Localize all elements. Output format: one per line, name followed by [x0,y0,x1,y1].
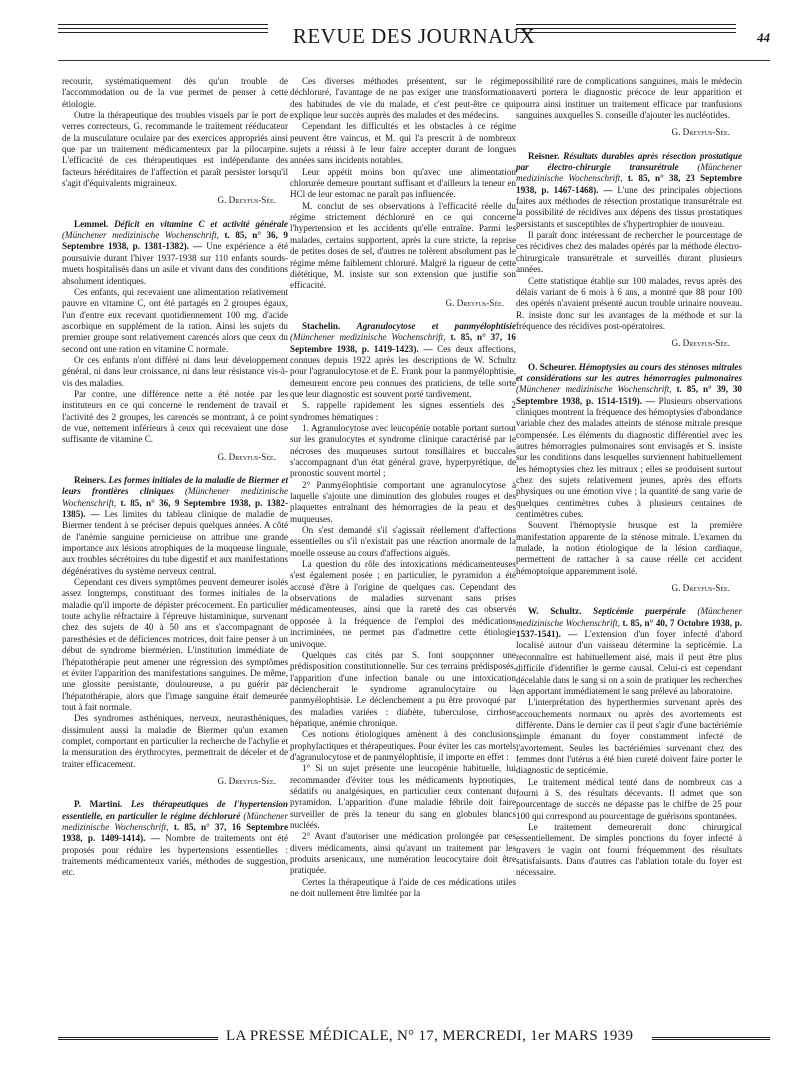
signature: G. Dreyfus-Sée. [217,195,276,206]
column-1 [62,76,288,879]
paragraph: S. rappelle rapidement les signes essentiels des 2 syndromes hématiques : [290,400,516,422]
paragraph: Ces deux affections, connues depuis 1922 après les descriptions de W. Schultz pour l'agranulocytose et de E. Frank pour la panmyélophtisie, demeurent encore peu connues des praticiens, de telle sorte que leur diagnostic est souvent porté tardivement. [290,343,516,399]
article-author: W. Schultz. [528,606,582,617]
paragraph: Nombre de traitements ont été proposés pour réduire les hypertensions essentielles : traitements médicamenteux variés, méthodes de suggestion, etc. [62,833,289,878]
article-heading-reiners [62,475,288,577]
signature: G. Dreyfus-Sée. [671,338,730,349]
article-heading-lemmel [62,219,288,287]
paragraph: Des syndromes asthéniques, nerveux, neurasthéniques, dissimulent aussi la maladie de Biermer qu'un examen complet, comportant en particulier la recherche de l'achylie et la mensuration des érythrocytes, permettrait de déceler et de traiter efficacement. [62,713,288,769]
signature: G. Dreyfus-Sée. [671,583,730,594]
paragraph: Le traitement demeurerait donc chirurgical essentiellement. De simples ponctions du foyer infecté à travers le vagin ont fourni fréquemment des résultats satisfaisants. Dans d'autres cas l'ablation totale du foyer est nécessaire. [516,821,742,878]
paragraph: Une expérience a été poursuivie durant l'hiver 1937-1938 sur 110 enfants sourds-muets hospitalisés dans un asile et vivant dans des conditions absolument identiques. [62,241,289,286]
article-journal: (Münchener medizinische Wochenschrift, [290,332,446,343]
paragraph: Cette statistique établie sur 100 malades, revus après des délais variant de 6 mois à 6 ans, a montré que 88 pour 100 des opérés n'avaient présenté aucun trouble urinaire nouveau. R. insiste donc sur les avantages de la méthode et sur la fréquence des récidives post-opératoires. [516,275,742,331]
article-heading-scheurer [516,362,742,521]
article-reference: t. 85, n° 36, 9 Septembre 1938, p. 1381-1382). — [62,230,288,252]
paragraph: 2° Panmyélophtisie comportant une agranulocytose à laquelle s'ajoute une diminution des globules rouges et des plaquettes entraînant des hémorragies de la peau et des muqueuses. [290,479,516,524]
article-reference: t. 85, n° 37, 16 Septembre 1938, p. 1419-1423). — [290,332,516,354]
article-journal: (Münchener medizinische Wochenschrift, [516,384,672,395]
paragraph: Outre la thérapeutique des troubles visuels par le port de verres correcteurs, G. recommande le traitement rééducateur de la musculature oculaire par des exercices appropriés ainsi que par un traitement médicamenteux par la pilocarpine. L'efficacité de ces thérapeutiques est indépendante des facteurs héréditaires de l'affection et paraît persister lorsqu'il s'agit d'équivalents migraineux. [62,110,288,189]
article-author: Lemmel. [74,218,109,229]
paragraph: Il paraît donc intéressant de rechercher le pourcentage de ces récidives chez des malades opérés par la méthode électro-chirurgicale transurétrale et surveillés durant plusieurs années. [516,230,742,275]
article-reference: t. 85, n° 36, 9 Septembre 1938, p. 1382-1385). — [62,497,288,520]
paragraph: 1° Si un sujet présente une leucopénie habituelle, lui recommander d'éviter tous les médicaments hypnotiques, sédatifs ou analgésiques, en particulier ceux contenant du pyramidon. L'apparition d'une maladie fébrile doit faire surveiller de près la teneur du sang en globules blancs nucléés. [290,763,516,830]
paragraph: Le traitement médical tenté dans de nombreux cas a fourni à S. des résultats décevants. Il admet que son pourcentage de succès ne dépasse pas le chiffre de 25 pour 100 qui correspond au pourcentage de guérisons spontanées. [516,776,742,821]
article-author: Reiners. [74,475,107,485]
page-footer [58,1028,770,1056]
article-title: Déficit en vitamine C et activité générale [114,218,288,229]
article-title: Les thérapeutiques de l'hypertension essentielle, en particulier le régime déchloruré [62,799,288,821]
paragraph: L'extension d'un foyer infecté d'abord localisé autour d'un vaisseau détermine la septicémie. La reconnaître est habituellement aisé, mais il peut être plus difficile d'identifier le germe causal. Celui-ci est cependant décelable dans le sang si on a soin de pratiquer les recherches en apportant immédiatement le sang prélevé au laboratoire. [516,629,743,696]
article-author: O. Scheurer. [528,361,577,372]
article-heading-martini [62,799,288,878]
article-author: Stachelin. [302,320,341,331]
paragraph: Les limites du tableau clinique de maladie de Biermer tendent à se préciser depuis quelques années. A côté de l'anémie sanguine pernicieuse on attribue une grande importance aux lésions atrophiques de la muqueuse linguale, aux troubles sécrétoires du tube digestif et aux manifestations dégénératives du système nerveux central. [62,509,288,576]
article-author: P. Martini. [74,799,123,810]
footer-rule-right [652,1037,770,1043]
paragraph: Souvent l'hémoptysie brusque est la première manifestation apparente de la sténose mitrale. L'examen du malade, la notion étiologique de la lésion cardiaque, permettent de rattacher à sa cause réelle cet accident hémoptoïque apparemment isolé. [516,520,742,576]
paragraph: 1. Agranulocytose avec leucopénie notable portant surtout sur les granulocytes et syndrome clinique caractérisé par le nécroses des muqueuses surtout tonsillaires et buccales s'accompagnant d'un état général grave, hyperpyrétique, de pronostic souvent mortel ; [290,422,516,479]
article-title: Agranulocytose et panmyélophtisie [356,320,516,331]
paragraph: 2° Avant d'autoriser une médication prolongée par ces divers médicaments, ainsi qu'avant un traitement par les produits arsenicaux, une numération leucocytaire doit être pratiquée. [290,831,516,876]
article-journal: (Münchener medizinische Wochenschrift, [62,230,219,241]
article-reference: t. 85, n° 39, 30 Septembre 1938, p. 1514-1519). — [516,384,742,406]
paragraph: Par contre, une différence nette a été notée par les instituteurs en ce qui concerne le rendement de travail et l'activité des 2 groupes, les carencés se montrant, à ce point de vue, nettement inférieurs à ceux qui recevaient une dose suffisante de vitamine C. [62,388,288,445]
page-header [58,22,770,58]
paragraph: La question du rôle des intoxications médicamenteuses s'est également posée ; en particulier, le pyramidon a été accusé d'être à l'origine de quelques cas. Cependant des observations de maladies survenant sans prises médicamenteuses, ainsi que la rareté des cas observés opposée à la fréquence de l'emploi des médications incriminées, ne permet pas d'admettre cette étiologie univoque. [290,559,516,649]
article-title: Résultats durables après résection prostatique par électro-chirurgie transurétrale [516,150,742,173]
paragraph: Leur appétit moins bon qu'avec une alimentation chlorurée demeure pourtant suffisant et d'ailleurs la teneur en HCl de leur estomac ne paraît pas influencée. [290,166,516,200]
header-divider [58,60,770,61]
paragraph: Or ces enfants n'ont différé ni dans leur développement général, ni dans leur croissance, ni dans leur résistance vis-à-vis des maladies. [62,354,288,388]
paragraph: On s'est demandé s'il s'agissait réellement d'affections essentielles ou s'il n'existait pas une réaction anormale de la moelle osseuse au cours d'affections aiguës. [290,525,516,558]
footer-publication-line: LA PRESSE MÉDICALE, N° 17, MERCREDI, 1er MARS 1939 [226,1028,634,1044]
article-title: Hémoptysies au cours des sténoses mitrales et considérations sur les autres hémorragies pulmonaires [516,361,742,383]
signature: G. Dreyfus-Sée. [671,127,730,138]
article-heading-schultz [516,606,742,697]
signature: G. Dreyfus-Sée. [217,775,276,786]
signature: G. Dreyfus-Sée. [445,297,504,308]
paragraph: Ces diverses méthodes présentent, sur le régime déchloruré, l'avantage de ne pas exiger une transformation des habitudes de vie du malade, et c'est peut-être ce qui explique leur succès auprès des malades et des médecins. [290,76,516,121]
article-journal: (Münchener medizinische Wochenschrift, [62,810,288,832]
paragraph: Certes la thérapeutique à l'aide de ces médications utiles ne doit nullement être limitée par la [290,876,516,899]
column-2 [290,76,516,899]
article-heading-reisner [516,151,742,230]
article-reference: t. 85, n° 38, 23 Septembre 1938, p. 1467-1468). — [516,173,742,195]
article-journal: (Münchener medizinische Wochenschrift, [62,486,289,508]
article-reference: t. 85, n° 37, 16 Septembre 1938, p. 1409-1414). — [62,821,288,844]
article-title: Les formes initiales de la maladie de Biermer et leurs frontières cliniques [62,475,289,497]
paragraph: Plusieurs observations cliniques montrent la fréquence des hémoptysies d'abondance variable chez des malades atteints de sténose mitrale presque compensée. Les éléments du diagnostic différentiel avec les autres hémorragies pulmonaires sont envisagés et S. insiste sur les conditions dans lesquelles surviennent habituellement les hémoptysies chez les mitraux ; elles se produisent surtout chez des sujets relativement jeunes, après des efforts physiques ou une émotion vive ; la quantité de sang varie de quelques centimètres cubes à plusieurs centaines de centimètres cubes. [516,395,742,520]
article-journal: (Münchener medizinische Wochenschrift, [516,162,742,184]
paragraph: possibilité rare de complications sanguines, mais le médecin averti portera le diagnostic précoce de leur apparition et pourra ainsi instituer un traitement efficace par tranfusions sanguines auxquelles S. conseille d'ajouter les nucléotides. [516,76,742,121]
paragraph: Quelques cas cités par S. font soupçonner une prédisposition constitutionnelle. Sur ces terrains prédisposés, l'apparition d'une infection banale ou une intoxication déclencherait le syndrome agranulocytaire ou la panmyélophtisie. Le déclenchement a pu être provoqué par des maladies variées : diabète, tuberculose, cirrhose hépatique, anémie chronique. [290,649,516,728]
paragraph: Ces notions étiologiques amènent à des conclusions prophylactiques et thérapeutiques. Pour éviter les cas mortels d'agranulocytose et de panmyélophtisie, il importe en effet : [290,729,516,762]
article-reference: t. 85, n° 40, 7 Octobre 1938, p. 1537-1541). — [516,617,742,640]
column-3 [516,76,742,879]
page-number: 44 [757,30,770,45]
paragraph: recourir, systématiquement dès qu'un trouble de l'accommodation ou de la vue permet de penser à cette étiologie. [62,76,288,109]
signature: G. Dreyfus-Sée. [217,451,276,462]
paragraph: Cependant ces divers symptômes peuvent demeurer isolés assez longtemps, constituant des formes initiales de la maladie qu'il importe de dépister précocement. En particulier toute achylie réfractaire à l'épreuve histaminique, survenant chez des sujets de 40 à 50 ans et s'accompagnant de paresthésies et de déficiences motrices, doit faire penser à un début de syndrome biermérien. L'institution immédiate de l'hépatothérapie peut amener une régression des symptômes et éviter l'apparition des manifestations sanguines. De même, une glossite persistante, douloureuse, a pu guérir par l'hépatothérapie, alors que l'image sanguine était demeurée tout à fait normale. [62,577,288,712]
paragraph: L'interprétation des hyperthermies survenant après des accouchements normaux ou après des avortements est différente. Dans le dernier cas il peut s'agir d'une bactériémie simple émanant du foyer constamment infecté de l'avortement. Seules les bactériémies survenant chez des femmes dont l'utérus a été bien cureté doivent faire porter le diagnostic de septicémie. [516,697,742,776]
footer-rule-left [58,1037,218,1043]
paragraph: M. conclut de ses observations à l'efficacité réelle du régime strictement déchloruré en ce qui concerne l'hypertension et les accidents qu'elle entraîne. Parmi les malades, certains supportent, après la cure stricte, la reprise de petites doses de sel, d'autres ne tolèrent absolument pas le régime même faiblement chloruré. Malgré la rigueur de cette diététique, M. insiste sur son extension que justifie son efficacité. [290,200,516,291]
paragraph: L'une des principales objections faites aux méthodes de résection prostatique transurétrale est la possibilité de récidives aux dépens des tissus prostatiques persistants et susceptibles de s'hypertrophier de nouveau. [516,184,742,229]
article-journal: (Münchener medizinische Wochenschrift, [516,606,742,628]
journal-section-title: REVUE DES JOURNAUX [292,24,536,48]
paragraph: Cependant les difficultés et les obstacles à ce régime peuvent être vaincus, et M. qui l'a prescrit à de nombreux sujets a réussi à le leur faire accepter durant de longues années sans incidents notables. [290,121,516,166]
article-heading-stachelin [290,321,516,400]
paragraph: Ces enfants, qui recevaient une alimentation relativement pauvre en vitamine C, ont été partagés en 2 groupes égaux, l'un d'entre eux recevant quotidiennement 100 mg. d'acide ascorbique en supplément de la ration. Ainsi les sujets du premier groupe sont relativement carencés alors que ceux du second ont une ration en vitamine C normale. [62,286,288,354]
article-author: Reisner. [528,150,560,161]
article-title: Septicémie puerpérale [593,606,686,617]
